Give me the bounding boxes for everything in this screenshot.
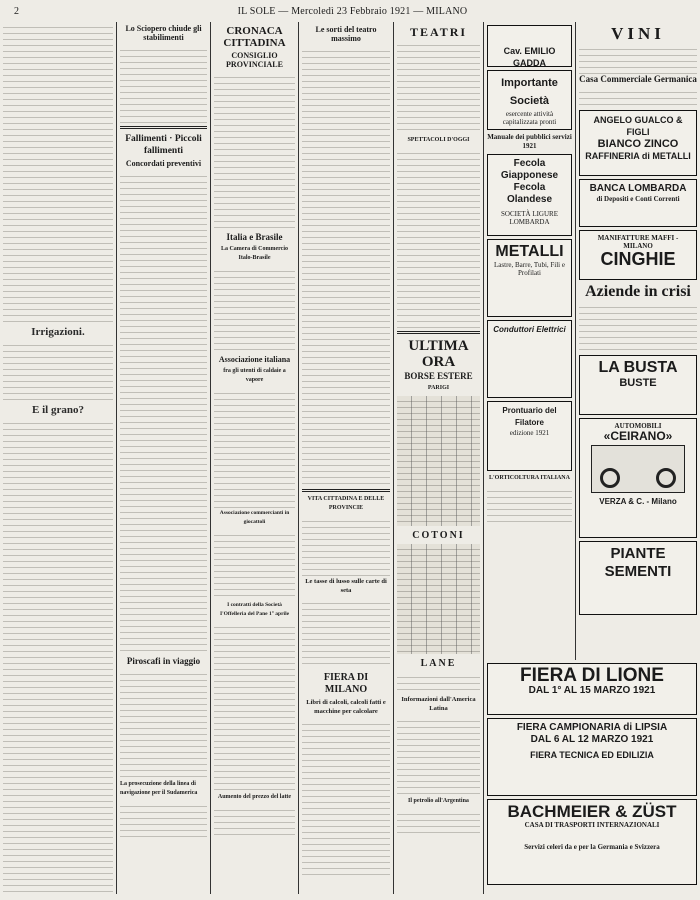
subhead-concordati: Concordati preventivi (125, 159, 202, 168)
body-text-lines (3, 340, 113, 400)
body-text-lines (214, 530, 295, 600)
subhead-parigi: PARIGI (427, 385, 450, 391)
ad-conduttori: Conduttori Elettrici (487, 320, 572, 398)
column-7-ads (575, 22, 700, 660)
ad-ceirano: AUTOMOBILI «CEIRANO» VERZA & C. - Milano (579, 418, 697, 538)
body-text-lines (302, 516, 390, 576)
column-1 (0, 22, 116, 894)
body-text-lines (302, 719, 390, 879)
column-1-body (3, 22, 113, 894)
ad-prontuario: Prontuario del Filatore edizione 1921 (487, 401, 572, 471)
masthead-title: IL SOLE — Mercoledì 23 Febbraio 1921 — MILANO (237, 5, 468, 17)
ad-metalli: METALLI Lastre, Barre, Tubi, Fili e Profilati (487, 239, 572, 317)
body-text-lines (397, 672, 480, 694)
headline-tasse-lusso: Le tasse di lusso sulle carte di seta (305, 578, 387, 594)
body-text-lines (214, 72, 295, 232)
body-text-lines (302, 46, 390, 486)
ad-gualco: ANGELO GUALCO & FIGLI BIANCO ZINCO RAFFINERIA di METALLI (579, 110, 697, 176)
body-text-lines (120, 45, 207, 123)
column-3 (210, 22, 298, 894)
ad-fecola: Fecola Giapponese Fecola Olandese SOCIETÀ LIGURE LOMBARDA (487, 154, 572, 236)
wide-ads (483, 660, 700, 894)
headline-cotoni: COTONI (412, 530, 465, 541)
ad-vini: VINI (611, 24, 665, 43)
ad-cinghie: MANIFATTURE MAFFI - MILANO CINGHIE (579, 230, 697, 280)
cotton-table (397, 544, 480, 654)
ad-fiera-lipsia: FIERA CAMPIONARIA di LIPSIA DAL 6 AL 12 MARZO 1921 FIERA TECNICA ED EDILIZIA (487, 718, 697, 796)
headline-lane: LANE (420, 658, 457, 669)
body-text-lines (3, 418, 113, 894)
headline-contratti: I contratti della Società I'Offelleria del Pane 1° aprile (219, 602, 290, 617)
column-4 (298, 22, 393, 894)
body-text-lines (397, 148, 480, 328)
body-text-lines (120, 669, 207, 779)
subhead-camera-commercio: La Camera di Commercio Italo-Brasile (220, 246, 289, 261)
headline-sciopero: Lo Sciopero chiude gli stabilimenti (125, 24, 202, 42)
headline-cronaca: CRONACA CITTADINA (223, 25, 286, 49)
ad-bachmeier: BACHMEIER & ZÜST CASA DI TRASPORTI INTERNAZIONALI Servizi celeri da e per la Germania e Svizzera (487, 799, 697, 885)
body-text-lines (214, 266, 295, 354)
subhead-borse-estere: BORSE ESTERE (404, 371, 473, 381)
body-text-lines (214, 622, 295, 792)
headline-grano: E il grano? (32, 404, 84, 416)
headline-italia-brasile: Italia e Brasile (226, 232, 283, 242)
ad-gadda: Cav. EMILIO GADDA (487, 25, 572, 67)
headline-petrolio: Il petrolio all'Argentina (408, 798, 469, 804)
ad-casa-germanica: Casa Commerciale Germanica (579, 74, 697, 84)
subhead-spettacoli: SPETTACOLI D'OGGI (407, 137, 470, 143)
body-text-lines (214, 388, 295, 508)
body-text-lines (3, 22, 113, 322)
ad-piante-sementi: PIANTE SEMENTI (579, 541, 697, 615)
headline-latte: Aumento del prezzo del latte (217, 794, 292, 800)
body-text-lines (397, 40, 480, 135)
page-number: 2 (14, 5, 19, 17)
subhead-consiglio: CONSIGLIO PROVINCIALE (226, 51, 283, 69)
ad-fiera-lione: FIERA DI LIONE DAL 1° AL 15 MARZO 1921 (487, 663, 697, 715)
headline-fallimenti: Fallimenti · Piccoli fallimenti (125, 134, 202, 156)
ad-banca-lombarda: BANCA LOMBARDA di Depositi e Conti Correnti (579, 179, 697, 227)
body-text-lines (120, 801, 207, 841)
subhead-caldaie: fra gli utenti di caldaie a vapore (223, 368, 286, 383)
ad-la-busta: LA BUSTA BUSTE (579, 355, 697, 415)
body-text-lines (214, 805, 295, 835)
body-text-lines (120, 171, 207, 651)
headline-associazione: Associazione italiana (218, 355, 291, 364)
body-text-lines (397, 809, 480, 834)
headline-fiera-milano: FIERA DI MILANO (323, 672, 369, 695)
ad-orticoltura: L'ORTICOLTURA ITALIANA (489, 475, 570, 481)
column-5 (393, 22, 483, 894)
body-text-lines (397, 716, 480, 796)
column-2 (116, 22, 210, 894)
car-illustration (591, 445, 685, 493)
body-text-lines (302, 598, 390, 668)
headline-teatri: TEATRI (409, 25, 468, 39)
masthead (0, 0, 700, 22)
headline-piroscafi: Piroscafi in viaggio (126, 656, 201, 666)
headline-irrigazioni: Irrigazioni. (31, 326, 85, 338)
stock-table (397, 396, 480, 526)
ad-manuale: Manuale dei pubblici servizi 1921 (487, 133, 572, 150)
ad-aziende-crisi: Aziende in crisi (585, 283, 691, 300)
headline-vita-cittadina: VITA CITTADINA E DELLE PROVINCIE (307, 496, 385, 511)
headline-libri-calcoli: Libri di calcoli, calcoli fatti e macchine per calcolare (306, 699, 386, 715)
headline-giocattoli: Associazione commercianti in giocattoli (219, 510, 290, 525)
headline-navigazione: La prosecuzione della linea di navigazione per il Sudamerica (120, 781, 198, 796)
headline-teatro-massimo: Le sorti del teatro massimo (315, 25, 377, 43)
ad-importante-societa: Importante Società esercente attività capitalizzata pronti (487, 70, 572, 130)
headline-america-latina: Informazioni dall'America Latina (401, 696, 476, 712)
headline-ultima-ora: ULTIMA ORA (408, 338, 469, 370)
